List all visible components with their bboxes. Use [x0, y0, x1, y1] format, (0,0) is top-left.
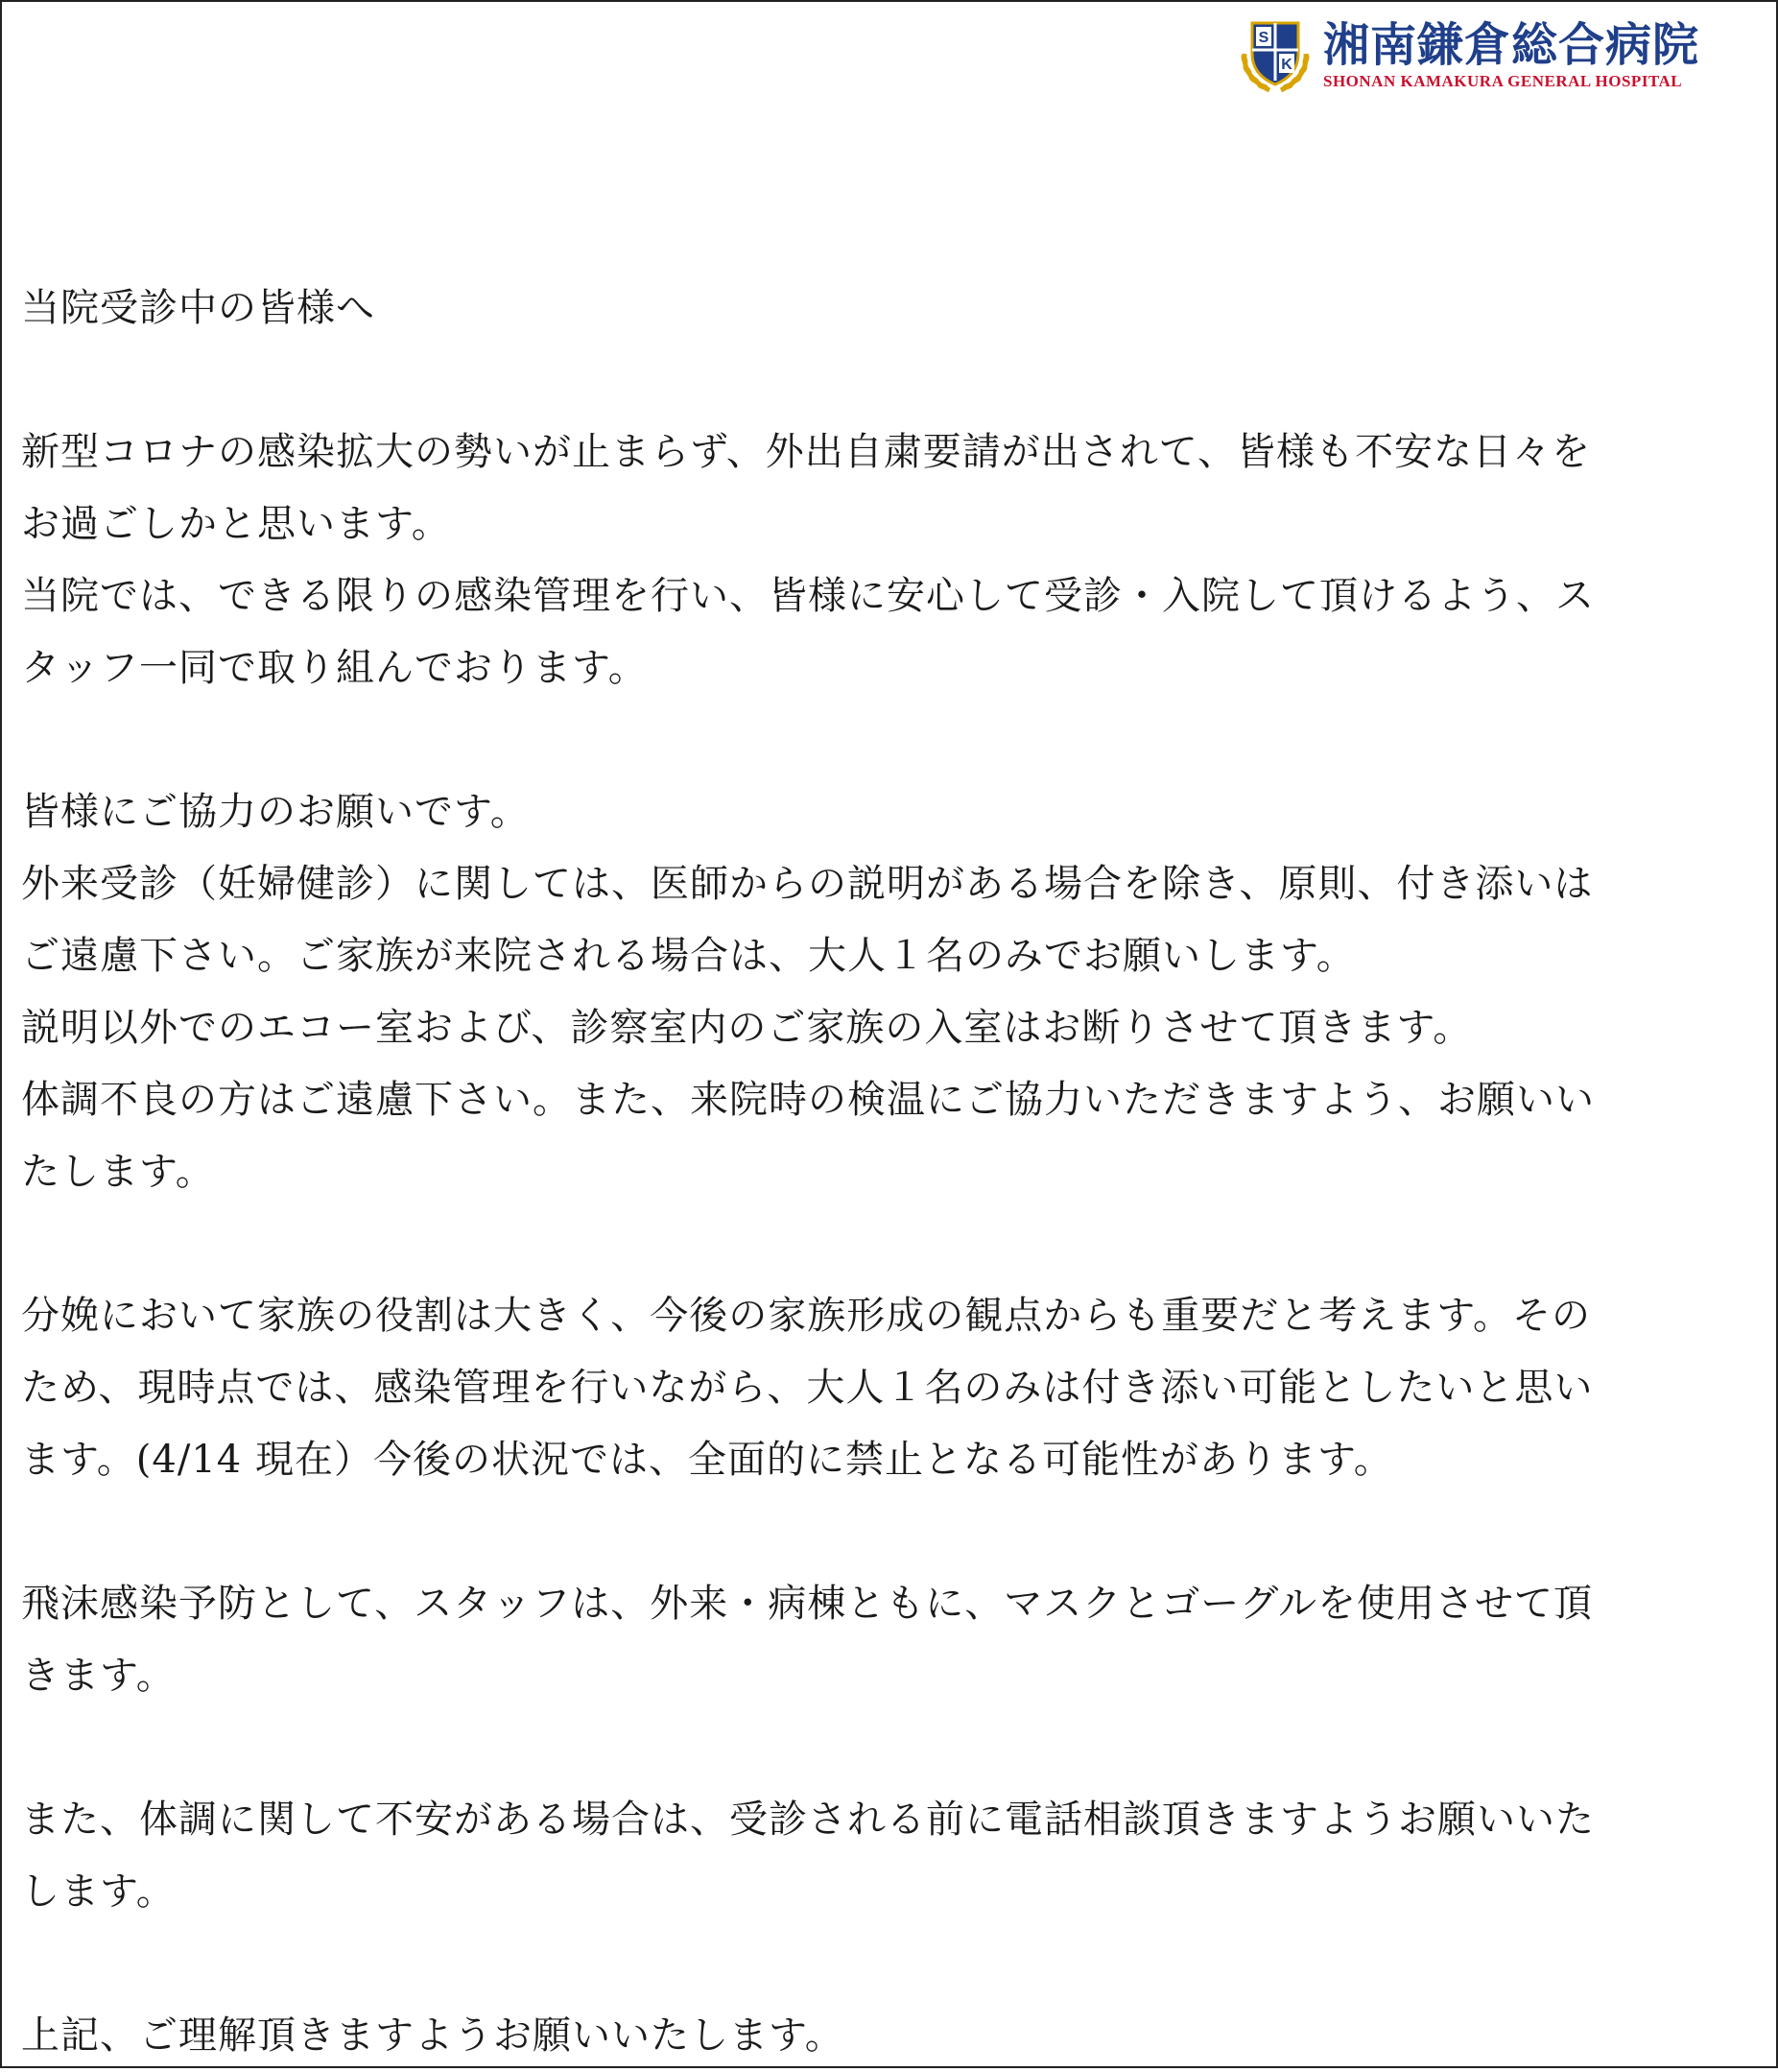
- blank-line: [21, 704, 1748, 776]
- logo-text: [1323, 20, 1699, 91]
- notice-line: ご遠慮下さい。ご家族が来院される場合は、大人１名のみでお願いします。: [21, 934, 1356, 978]
- blank-line: [21, 1496, 1748, 1568]
- hospital-shield-emblem-icon: [1231, 15, 1319, 96]
- notice-line: 新型コロナの感染拡大の勢いが止まらず、外出自粛要請が出されて、皆様も不安な日々を: [21, 430, 1591, 474]
- hospital-logo: [1231, 15, 1699, 96]
- notice-line: 分娩において家族の役割は大きく、今後の家族形成の観点からも重要だと考えます。その: [21, 1294, 1591, 1338]
- greeting: 当院受診中の皆様へ: [21, 286, 375, 330]
- notice-line: お過ごしかと思います。: [21, 502, 451, 546]
- logo-english-name: SHONAN KAMAKURA GENERAL HOSPITAL: [1322, 72, 1683, 90]
- notice-line: きます。: [21, 1654, 176, 1698]
- notice-line: 皆様にご協力のお願いです。: [21, 790, 530, 834]
- notice-line: します。: [21, 1870, 176, 1914]
- notice-body: [21, 273, 1748, 2072]
- notice-line: タッフ一同で取り組んでおります。: [21, 646, 648, 690]
- blank-line: [21, 1928, 1748, 2000]
- notice-lines: [21, 417, 1748, 2072]
- notice-line: 説明以外でのエコー室および、診察室内のご家族の入室はお断りさせて頂きます。: [21, 1006, 1473, 1050]
- logo-japanese-name: 湘南鎌倉総合病院: [1322, 18, 1699, 72]
- notice-line: ます。(4/14 現在）今後の状況では、全面的に禁止となる可能性があります。: [21, 1438, 1393, 1482]
- emblem-letter-s: S: [1258, 30, 1269, 46]
- notice-line: ため、現時点では、感染管理を行いながら、大人１名のみは付き添い可能としたいと思い: [21, 1366, 1594, 1410]
- notice-line: また、体調に関して不安がある場合は、受診される前に電話相談頂きますようお願いいた: [21, 1798, 1595, 1842]
- notice-line: 当院では、できる限りの感染管理を行い、皆様に安心して受診・入院して頂けるよう、ス: [21, 574, 1595, 618]
- notice-line: 飛沫感染予防として、スタッフは、外来・病棟ともに、マスクとゴーグルを使用させて頂: [21, 1582, 1593, 1626]
- notice-line: 体調不良の方はご遠慮下さい。また、来院時の検温にご協力いただきますよう、お願いい: [21, 1078, 1595, 1122]
- notice-line: 上記、ご理解頂きますようお願いいたします。: [21, 2013, 844, 2058]
- blank-line: [21, 1712, 1748, 1784]
- blank-line: [21, 1208, 1748, 1280]
- notice-line: たします。: [21, 1150, 215, 1194]
- emblem-letter-k: K: [1281, 57, 1292, 73]
- notice-line: 外来受診（妊婦健診）に関しては、医師からの説明がある場合を除き、原則、付き添いは: [21, 862, 1594, 906]
- paragraph-gap: [21, 345, 1748, 417]
